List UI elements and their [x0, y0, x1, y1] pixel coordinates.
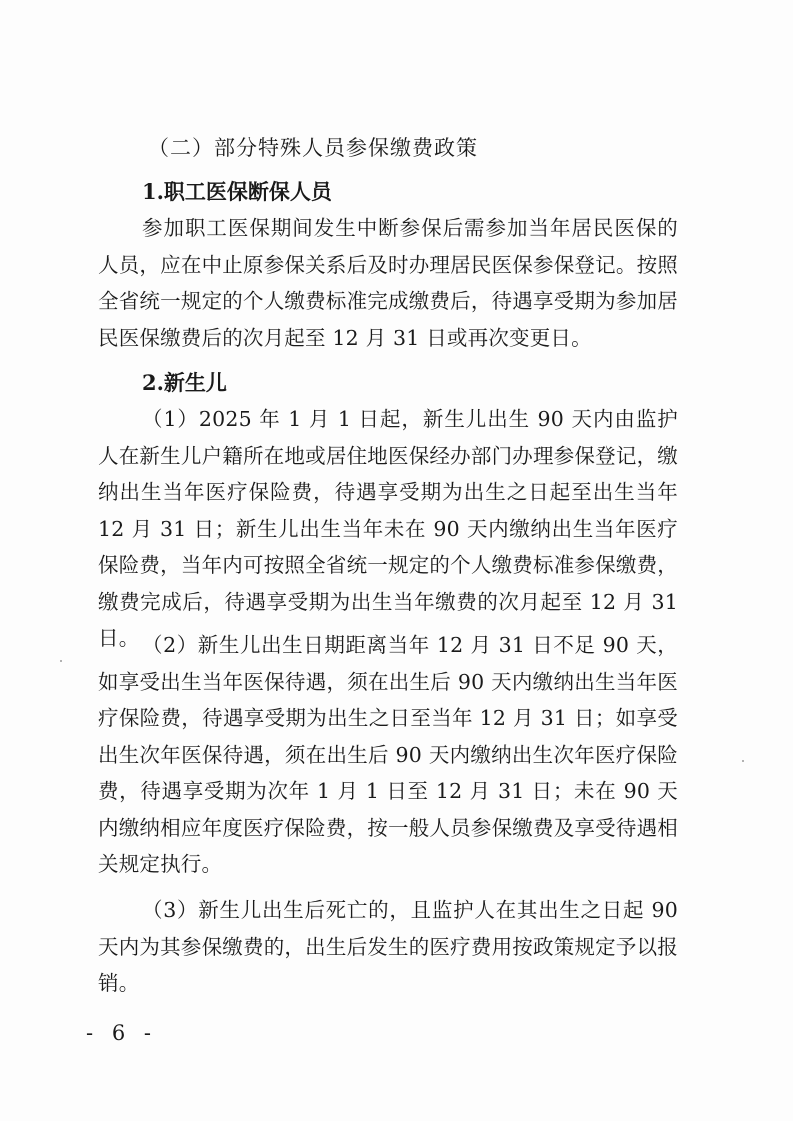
subsection-title-newborn: 2.新生儿 [142, 370, 227, 395]
page-number: - 6 - [86, 1021, 157, 1045]
scan-speck [742, 760, 744, 762]
paragraph-newborn-2: （2）新生儿出生日期距离当年 12 月 31 日不足 90 天，如享受出生当年医保待遇，须在出生后 90 天内缴纳出生当年医疗保险费，待遇享受期为出生之日至当年 12 月 31 日；如享受出生次年医保待遇，须在出生后 90 天内缴纳出生次年医疗保险费，待遇享受期为次年 1 月 1 日至 12 月 31 日；未在 90 天内缴纳相应年度医疗保险费，按一般人员参保缴费及享受待遇相关规定执行。 [98, 633, 678, 876]
paragraph-employee-insurance: 参加职工医保期间发生中断参保后需参加当年居民医保的人员，应在中止原参保关系后及时办理居民医保参保登记。按照全省统一规定的个人缴费标准完成缴费后，待遇享受期为参加居民医保缴费后的次月起至 12 月 31 日或再次变更日。 [98, 216, 678, 350]
paragraph-newborn-3: （3）新生儿出生后死亡的，且监护人在其出生之日起 90 天内为其参保缴费的，出生后发生的医疗费用按政策规定予以报销。 [98, 898, 678, 995]
paragraph-newborn-1: （1）2025 年 1 月 1 日起，新生儿出生 90 天内由监护人在新生儿户籍所在地或居住地医保经办部门办理参保登记，缴纳出生当年医疗保险费，待遇享受期为出生之日起至出生当年 12 月 31 日；新生儿出生当年未在 90 天内缴纳出生当年医疗保险费，当年内可按照全省统一规定的个人缴费标准参保缴费，缴费完成后，待遇享受期为出生当年缴费的次月起至 12 月 31 日。 [98, 407, 678, 650]
section-heading: （二）部分特殊人员参保缴费政策 [148, 136, 478, 160]
subsection-title-employee-insurance: 1.职工医保断保人员 [142, 179, 332, 204]
scan-speck [60, 660, 62, 662]
